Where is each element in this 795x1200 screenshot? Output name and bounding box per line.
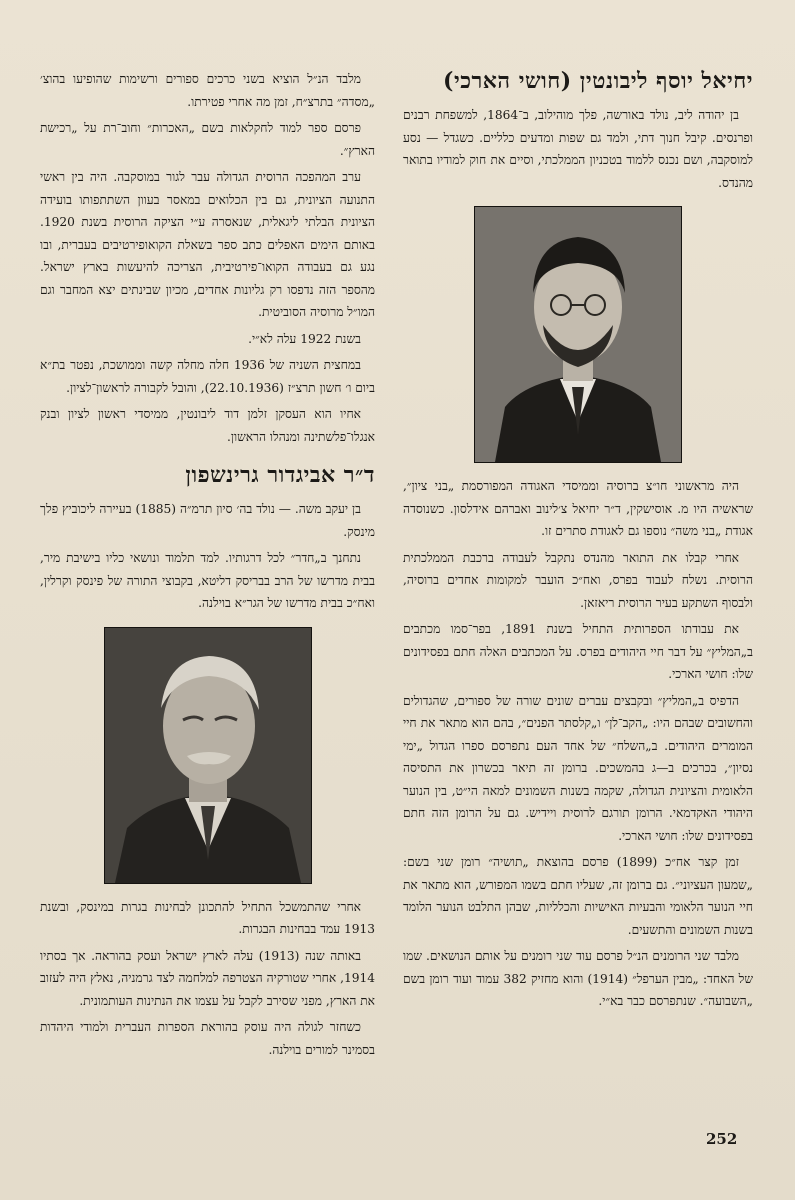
article-title-livontin: יחיאל יוסף ליבונטין (חושי הארכי) bbox=[443, 68, 753, 94]
paragraph: במחצית השניה של 1936 חלה מחלה קשה וממושכת, נפטר בת״א ביום ו׳ חשון תרצ״ז (22.10.1936), והובל לקבורה לראשון־לציון. bbox=[40, 358, 375, 395]
paragraph: ערב המהפכה הרוסית הגדולה עבר לגור במוסקבה. היה בין ראשי התנועה הציונית, גם בין הכלואים במאסר בעוון השתתפותו בועידה הציונית הבלתי ליגאלית, שנאסרה ע״י הציקה הרוסית בשנת 1920. באותם הימים האפלים כתב ספר בשאלת הקואופירטיבים בעברית, ובו נגע גם בעבודה הקואו־פירטיבית, הצריכה להיעשות בארץ ישראל. מהספר הזה נדפסו רק גליונות אחדים, מכיון שבינתים יצא המחבר וגם המו״ל מרוסיה הסוביטית. bbox=[40, 170, 375, 319]
paragraph: היה מראשוני חו״צ ברוסיה וממיסדי האגודה המפורסמת „בני ציון״, שראשיה היו מ. אוסישקין, ד״ר יחיאל צ׳לינוב ואברהם אידלסון. כשנוסדה אגודת „בני משה״ נוספו גם לאגודת סתרים זו. bbox=[403, 479, 753, 539]
paragraph: בן יעקב משה. — נולד בה׳ סיון תרמ״ה (1885) בעיירה ליכוביץ פלך מינסק. bbox=[40, 502, 375, 539]
paragraph: מלבד שני הרומנים הנ״ל פרסם עוד שני רומנים על אותם הנושאים. שמו של האחד: „מבין הערפל״ (1914) והוא מחזיק 382 עמוד ועוד רומן בשם „השבועה״. שנתפרסם כבר בא״י. bbox=[403, 949, 753, 1009]
paragraph: בן יהודה ליב, נולד באורשה, פלך מוהילוב, ב־1864, למשפחת רבנים ופרנסים. קיבל חנוך דתי, ולמד גם שפות ומדעים כלליים. כשגדל — נסע למוסקבה, ושם נכנס ללמוד בטכניון הממלכתי, וסיים את חוק למודיו בתואר מהנדס. bbox=[403, 108, 753, 190]
page-number: 252 bbox=[706, 1130, 738, 1148]
paragraph: אחיו הוא העסקן זלמן דוד ליבונטין, ממיסדי ראשון לציון ובנק אנגלו־פלשתינה ומנהלו הראשון. bbox=[40, 407, 375, 444]
paragraph: בשנת 1922 עלה לא״י. bbox=[248, 331, 361, 346]
paragraph: אחרי קבלו את התואר מהנדס נתקבל לעבודה ברכבת הממלכתית הרוסית. נשלח לעבוד בפרס, ואח״כ הועבר למקומות אחדים ברוסיה, ולבסוף השתקע בעיר הרוסית ריאזאן. bbox=[403, 550, 753, 610]
paragraph: כשחזר לגולה היה עוסק בהוראת הספרות העברית ולמודי היהדות בסמינר למורים בוילנה. bbox=[40, 1020, 375, 1057]
paragraph: פרסם ספר למוד לחקלאות בשם „האכרות״ וחוב־רת על „רכישת הארץ״. bbox=[40, 121, 375, 158]
paragraph: אחרי שהתמשכל התחיל להתכונן לבחינות בגרות במינסק, ובשנת 1913 עמד בבחינות הבגרות. bbox=[40, 899, 375, 937]
article-title-grinshpon: ד״ר אביגדור גרינשפון bbox=[185, 462, 375, 488]
paragraph: נתחנך ב„חדר״ לכל דרגותיו. למד תלמוד ונושאי כליו בישיבת מיר, בבית מדרשו של הרב בבריסק דליטא, בקבוצי התורה של פינסק וקרלין, ואח״כ בבית מדרשו של הגר״א בוילנה. bbox=[40, 551, 375, 611]
paragraph: באותה שנה (1913) עלה לארץ ישראל ועסק בהוראה. אך בסתיו 1914, אחרי שטורקיה הצטרפה למלחמה לצד גרמניה, נאלץ היה לעזוב את הארץ, מפני שסירב לקבל על עצמו את הנתינות העותמונית. bbox=[40, 948, 375, 1008]
right-column bbox=[403, 68, 753, 1017]
portrait-photo-grinshpon bbox=[104, 627, 312, 884]
portrait-photo-livontin bbox=[474, 206, 682, 463]
paragraph: הדפיס ב„המליץ״ ובקבצים עברים שונים שורה של ספורים, שהגדולים והחשובים שבהם היו: „הקב־לן״ ו„קלסתר הפנים״, בהם הוא מתאר את חיי המומרים היהודים. ב„השלח״ של אחד העם נתפרסם ספרו הגדול „ימי נסיון״, בכרכים ב—ג בהמשכים. ברומן זה תיאר בכשרון את התסיסה הלאומית והציונית הגדולה, שקמה בשנות השמונים למאה הי״ט, בין הנוער היהודי האקדמאי. הרומן תורגם לרוסית ויידיש. גם על הרומן הזה חתם בפסידונים שלו: חושי הארכי. bbox=[403, 693, 753, 843]
paragraph: מלבד הנ״ל הוציא בשני כרכים ספורים ורשימות שהופיעו בהוצ׳ „מסדה״ בתרצ״ח, זמן מה אחרי פטירתו. bbox=[40, 72, 375, 109]
paragraph: את עבודתו הספרותית התחיל בשנת 1891, בפר־סמו מכתבים ב„המליץ״ על דבר חיי היהודים בפרס. על המכתבים האלה חתם בפסידונים שלו: חושי הארכי. bbox=[403, 622, 753, 682]
left-column bbox=[40, 68, 375, 1065]
paragraph: זמן קצר אח״כ (1899) פרסם בהוצאת „תושיה״ רומן שני בשם: „שמעון העציוני״. גם ברומן זה, שעליו חתם בשמו המפורש, הוא מתאר את חיי הנוער הלאומי והבעיות האישיות והכלליות, שבהן התלבט הנוער הלומד בשנות השמונים והתשעים. bbox=[403, 855, 753, 937]
